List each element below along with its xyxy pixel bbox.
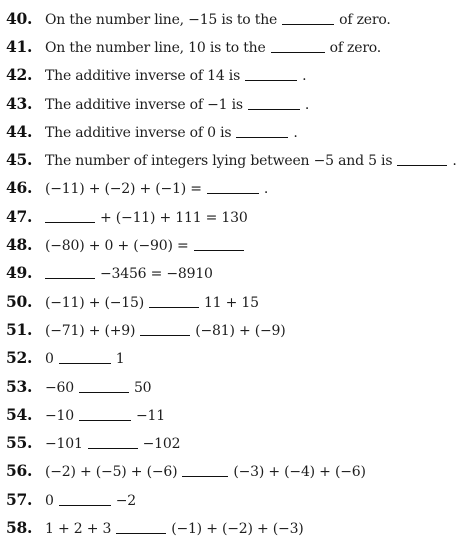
question-text bbox=[45, 178, 268, 197]
question-text bbox=[45, 207, 248, 226]
question-54 bbox=[0, 400, 474, 428]
question-text-before: (−71) + (+9) bbox=[45, 322, 136, 339]
answer-blank[interactable] bbox=[194, 236, 244, 251]
question-text bbox=[45, 37, 381, 56]
question-text-before: −10 bbox=[45, 407, 74, 424]
answer-blank[interactable] bbox=[207, 179, 259, 194]
question-text-after: . bbox=[302, 68, 307, 85]
question-text-before: 1 + 2 + 3 bbox=[45, 520, 112, 537]
question-52 bbox=[0, 344, 474, 372]
answer-blank[interactable] bbox=[79, 378, 129, 393]
question-55 bbox=[0, 428, 474, 456]
question-text-after: (−3) + (−4) + (−6) bbox=[233, 464, 366, 481]
question-number: 51. bbox=[6, 319, 33, 339]
question-text-before: (−80) + 0 + (−90) = bbox=[45, 238, 189, 255]
question-text-before: The additive inverse of −1 is bbox=[45, 96, 243, 113]
question-text bbox=[45, 490, 136, 509]
question-text-after: −102 bbox=[142, 436, 181, 453]
question-text-after: of zero. bbox=[329, 39, 382, 56]
question-text bbox=[45, 433, 180, 452]
question-text-after: −11 bbox=[135, 407, 165, 424]
question-46 bbox=[0, 174, 474, 202]
question-text bbox=[45, 320, 286, 339]
question-number: 44. bbox=[6, 121, 33, 141]
question-number: 49. bbox=[6, 263, 33, 283]
question-number: 41. bbox=[6, 36, 33, 56]
question-57 bbox=[0, 485, 474, 513]
question-58 bbox=[0, 513, 474, 541]
question-50 bbox=[0, 287, 474, 315]
question-text-after: . bbox=[452, 153, 457, 170]
answer-blank[interactable] bbox=[271, 38, 325, 53]
answer-blank[interactable] bbox=[45, 208, 95, 223]
question-number: 55. bbox=[6, 433, 33, 453]
question-number: 54. bbox=[6, 404, 33, 424]
question-number: 50. bbox=[6, 291, 33, 311]
worksheet bbox=[0, 4, 474, 542]
answer-blank[interactable] bbox=[282, 10, 334, 25]
question-number: 56. bbox=[6, 461, 33, 481]
question-number: 42. bbox=[6, 65, 33, 85]
question-text bbox=[45, 122, 298, 141]
question-number: 52. bbox=[6, 348, 33, 368]
question-text bbox=[45, 150, 457, 169]
question-text-after: (−81) + (−9) bbox=[195, 322, 286, 339]
question-text-after: 50 bbox=[133, 379, 152, 396]
question-51 bbox=[0, 315, 474, 343]
question-text bbox=[45, 377, 151, 396]
question-number: 46. bbox=[6, 178, 33, 198]
answer-blank[interactable] bbox=[248, 95, 300, 110]
question-text bbox=[45, 405, 165, 424]
answer-blank[interactable] bbox=[116, 519, 166, 534]
question-text bbox=[45, 348, 124, 367]
question-text bbox=[45, 461, 366, 480]
question-text-before: The additive inverse of 14 is bbox=[45, 68, 241, 85]
answer-blank[interactable] bbox=[397, 151, 447, 166]
question-text-after: 1 bbox=[115, 351, 125, 368]
question-text-after: (−1) + (−2) + (−3) bbox=[171, 520, 304, 537]
question-text-after: . bbox=[293, 124, 298, 141]
question-text-before: On the number line, 10 is to the bbox=[45, 39, 266, 56]
question-text-before: (−11) + (−2) + (−1) = bbox=[45, 181, 202, 198]
question-number: 47. bbox=[6, 206, 33, 226]
question-number: 58. bbox=[6, 517, 33, 537]
question-text-after: + (−11) + 111 = 130 bbox=[100, 209, 248, 226]
question-text bbox=[45, 94, 309, 113]
answer-blank[interactable] bbox=[236, 123, 288, 138]
question-text-before: 0 bbox=[45, 351, 54, 368]
question-text-after: . bbox=[263, 181, 269, 198]
question-text-before: The additive inverse of 0 is bbox=[45, 124, 232, 141]
answer-blank[interactable] bbox=[59, 349, 111, 364]
question-text bbox=[45, 65, 306, 84]
answer-blank[interactable] bbox=[59, 491, 111, 506]
question-47 bbox=[0, 202, 474, 230]
question-56 bbox=[0, 457, 474, 485]
question-text bbox=[45, 292, 259, 311]
answer-blank[interactable] bbox=[88, 434, 138, 449]
question-text bbox=[45, 263, 213, 282]
question-number: 43. bbox=[6, 93, 33, 113]
answer-blank[interactable] bbox=[45, 264, 95, 279]
answer-blank[interactable] bbox=[182, 462, 228, 477]
answer-blank[interactable] bbox=[149, 293, 199, 308]
question-number: 45. bbox=[6, 150, 33, 170]
question-number: 53. bbox=[6, 376, 33, 396]
question-text-before: 0 bbox=[45, 492, 54, 509]
question-text bbox=[45, 9, 391, 28]
answer-blank[interactable] bbox=[79, 406, 131, 421]
question-text-before: (−2) + (−5) + (−6) bbox=[45, 464, 178, 481]
question-42 bbox=[0, 61, 474, 89]
question-text bbox=[45, 235, 249, 254]
question-41 bbox=[0, 32, 474, 60]
question-number: 48. bbox=[6, 235, 33, 255]
question-text-after: 11 + 15 bbox=[203, 294, 259, 311]
question-43 bbox=[0, 89, 474, 117]
question-44 bbox=[0, 117, 474, 145]
question-text-after: −3456 = −8910 bbox=[100, 266, 213, 283]
question-text-before: (−11) + (−15) bbox=[45, 294, 144, 311]
question-text-before: On the number line, −15 is to the bbox=[45, 11, 278, 28]
question-text-before: −60 bbox=[45, 379, 74, 396]
question-text bbox=[45, 518, 304, 537]
question-text-after: −2 bbox=[115, 492, 136, 509]
answer-blank[interactable] bbox=[140, 321, 190, 336]
question-text-after: of zero. bbox=[339, 11, 391, 28]
question-45 bbox=[0, 145, 474, 173]
question-text-before: −101 bbox=[45, 436, 83, 453]
question-text-before: The number of integers lying between −5 and 5 is bbox=[45, 153, 393, 170]
question-number: 40. bbox=[6, 8, 33, 28]
question-48 bbox=[0, 230, 474, 258]
question-40 bbox=[0, 4, 474, 32]
question-text-after: . bbox=[304, 96, 310, 113]
answer-blank[interactable] bbox=[245, 66, 297, 81]
question-number: 57. bbox=[6, 489, 33, 509]
question-53 bbox=[0, 372, 474, 400]
question-49 bbox=[0, 259, 474, 287]
